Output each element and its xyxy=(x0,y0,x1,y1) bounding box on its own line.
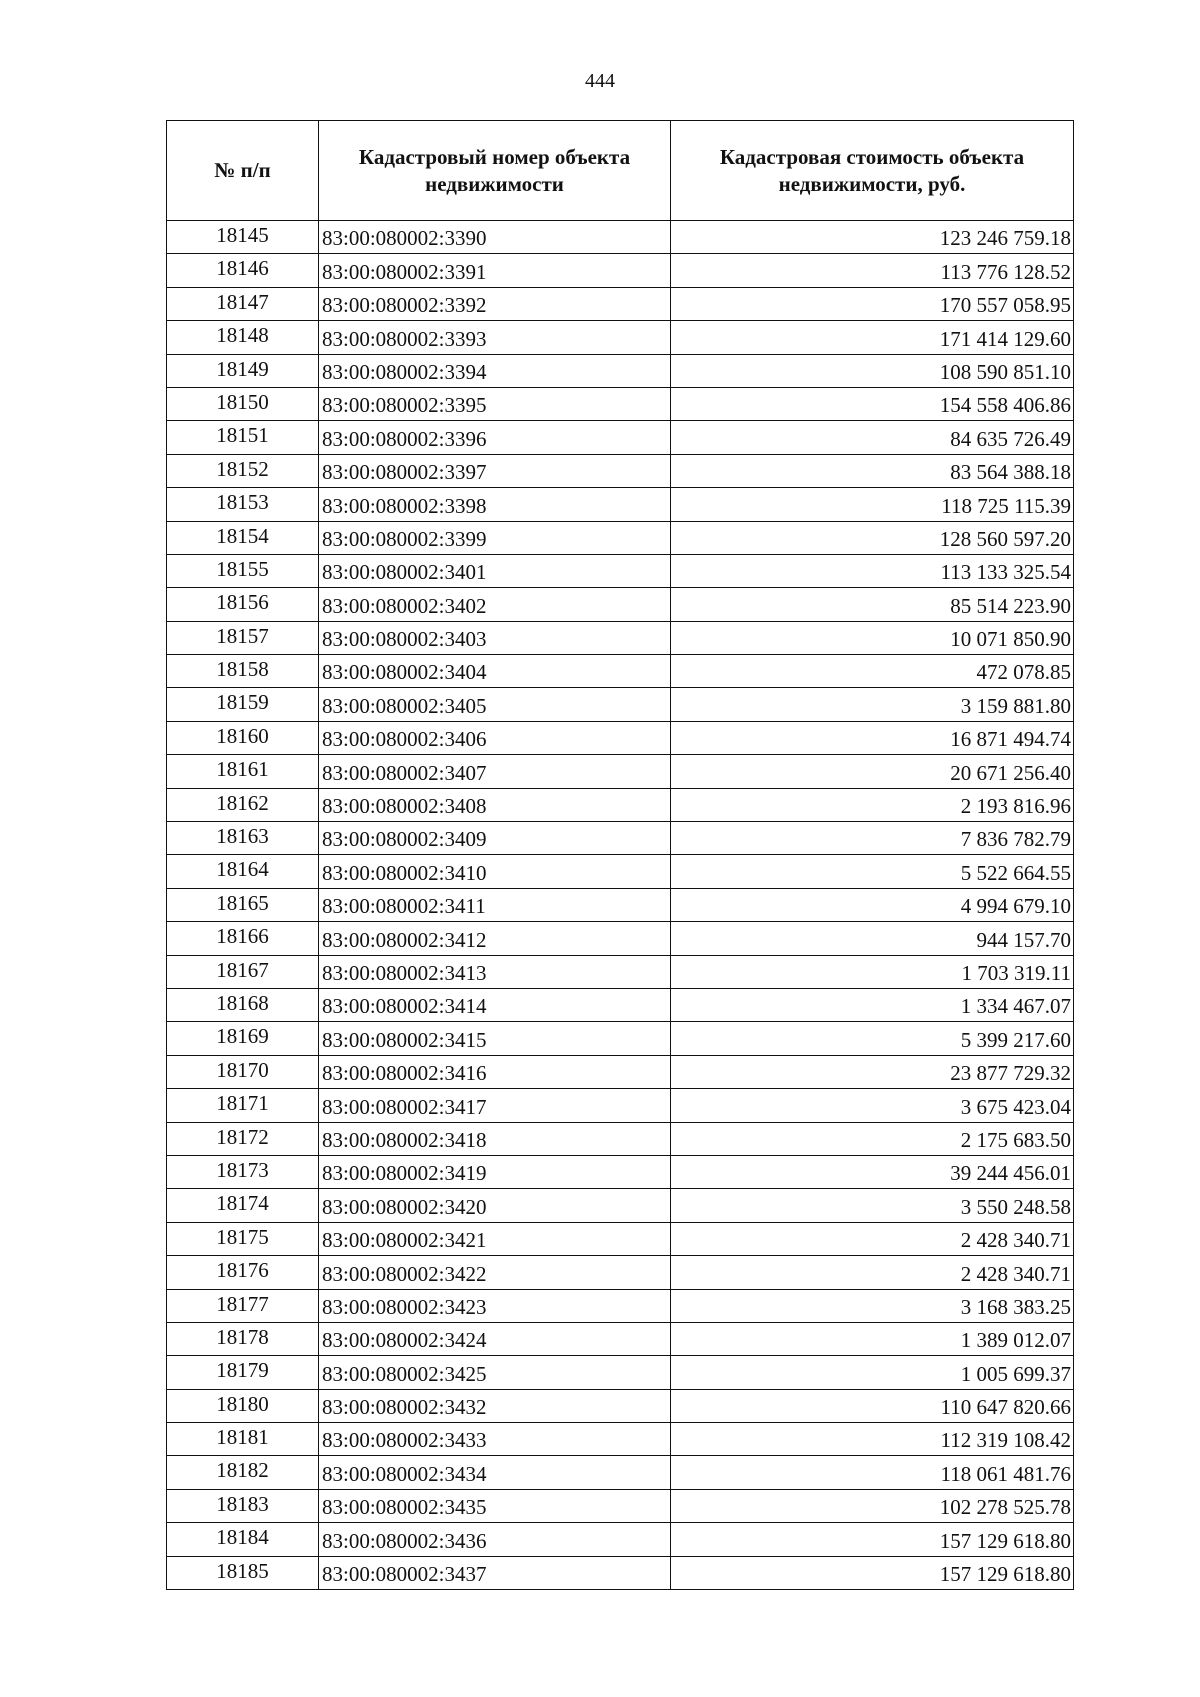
cadastral-number-cell: 83:00:080002:3394 xyxy=(319,354,671,387)
row-number-cell: 18174 xyxy=(167,1189,319,1222)
row-number-cell: 18182 xyxy=(167,1456,319,1489)
cadastral-table xyxy=(166,120,1074,1590)
table-row xyxy=(167,1423,1074,1456)
row-number-cell: 18170 xyxy=(167,1055,319,1088)
header-num: № п/п xyxy=(167,121,319,221)
table-row xyxy=(167,955,1074,988)
cadastral-value-cell: 171 414 129.60 xyxy=(671,321,1074,354)
table-row xyxy=(167,1523,1074,1556)
table-row xyxy=(167,521,1074,554)
table-body xyxy=(167,221,1074,1590)
cadastral-value-cell: 112 319 108.42 xyxy=(671,1423,1074,1456)
cadastral-value-cell: 113 776 128.52 xyxy=(671,254,1074,287)
table-row xyxy=(167,922,1074,955)
cadastral-number-cell: 83:00:080002:3411 xyxy=(319,888,671,921)
cadastral-value-cell: 4 994 679.10 xyxy=(671,888,1074,921)
table-row xyxy=(167,421,1074,454)
row-number-cell: 18185 xyxy=(167,1556,319,1589)
table-header xyxy=(167,121,1074,221)
row-number-cell: 18183 xyxy=(167,1489,319,1522)
cadastral-value-cell: 102 278 525.78 xyxy=(671,1489,1074,1522)
cadastral-number-cell: 83:00:080002:3393 xyxy=(319,321,671,354)
cadastral-value-cell: 23 877 729.32 xyxy=(671,1055,1074,1088)
table-row xyxy=(167,1556,1074,1589)
table-row xyxy=(167,655,1074,688)
cadastral-table-container xyxy=(166,120,1073,1590)
cadastral-number-cell: 83:00:080002:3402 xyxy=(319,588,671,621)
cadastral-number-cell: 83:00:080002:3421 xyxy=(319,1222,671,1255)
table-row xyxy=(167,988,1074,1021)
row-number-cell: 18145 xyxy=(167,221,319,254)
row-number-cell: 18154 xyxy=(167,521,319,554)
cadastral-value-cell: 84 635 726.49 xyxy=(671,421,1074,454)
table-row xyxy=(167,221,1074,254)
cadastral-number-cell: 83:00:080002:3436 xyxy=(319,1523,671,1556)
table-row xyxy=(167,855,1074,888)
cadastral-number-cell: 83:00:080002:3414 xyxy=(319,988,671,1021)
cadastral-number-cell: 83:00:080002:3407 xyxy=(319,755,671,788)
table-row xyxy=(167,354,1074,387)
row-number-cell: 18168 xyxy=(167,988,319,1021)
table-row xyxy=(167,254,1074,287)
table-row xyxy=(167,1456,1074,1489)
cadastral-value-cell: 1 389 012.07 xyxy=(671,1322,1074,1355)
cadastral-value-cell: 157 129 618.80 xyxy=(671,1523,1074,1556)
cadastral-value-cell: 157 129 618.80 xyxy=(671,1556,1074,1589)
cadastral-value-cell: 16 871 494.74 xyxy=(671,721,1074,754)
table-row xyxy=(167,1155,1074,1188)
row-number-cell: 18162 xyxy=(167,788,319,821)
cadastral-value-cell: 1 005 699.37 xyxy=(671,1356,1074,1389)
cadastral-number-cell: 83:00:080002:3410 xyxy=(319,855,671,888)
cadastral-value-cell: 108 590 851.10 xyxy=(671,354,1074,387)
table-row xyxy=(167,788,1074,821)
cadastral-number-cell: 83:00:080002:3432 xyxy=(319,1389,671,1422)
cadastral-number-cell: 83:00:080002:3424 xyxy=(319,1322,671,1355)
cadastral-number-cell: 83:00:080002:3418 xyxy=(319,1122,671,1155)
cadastral-value-cell: 944 157.70 xyxy=(671,922,1074,955)
cadastral-number-cell: 83:00:080002:3435 xyxy=(319,1489,671,1522)
row-number-cell: 18156 xyxy=(167,588,319,621)
cadastral-value-cell: 170 557 058.95 xyxy=(671,287,1074,320)
row-number-cell: 18160 xyxy=(167,721,319,754)
table-row xyxy=(167,554,1074,587)
row-number-cell: 18147 xyxy=(167,287,319,320)
cadastral-value-cell: 39 244 456.01 xyxy=(671,1155,1074,1188)
cadastral-number-cell: 83:00:080002:3417 xyxy=(319,1089,671,1122)
row-number-cell: 18155 xyxy=(167,554,319,587)
cadastral-value-cell: 154 558 406.86 xyxy=(671,387,1074,420)
table-row xyxy=(167,1022,1074,1055)
row-number-cell: 18151 xyxy=(167,421,319,454)
cadastral-value-cell: 3 675 423.04 xyxy=(671,1089,1074,1122)
cadastral-number-cell: 83:00:080002:3419 xyxy=(319,1155,671,1188)
table-row xyxy=(167,1222,1074,1255)
cadastral-number-cell: 83:00:080002:3437 xyxy=(319,1556,671,1589)
cadastral-number-cell: 83:00:080002:3423 xyxy=(319,1289,671,1322)
row-number-cell: 18165 xyxy=(167,888,319,921)
row-number-cell: 18163 xyxy=(167,822,319,855)
cadastral-number-cell: 83:00:080002:3415 xyxy=(319,1022,671,1055)
cadastral-value-cell: 5 399 217.60 xyxy=(671,1022,1074,1055)
row-number-cell: 18176 xyxy=(167,1256,319,1289)
cadastral-number-cell: 83:00:080002:3406 xyxy=(319,721,671,754)
cadastral-value-cell: 123 246 759.18 xyxy=(671,221,1074,254)
cadastral-value-cell: 2 428 340.71 xyxy=(671,1222,1074,1255)
row-number-cell: 18175 xyxy=(167,1222,319,1255)
cadastral-number-cell: 83:00:080002:3397 xyxy=(319,454,671,487)
table-row xyxy=(167,1289,1074,1322)
page-number: 444 xyxy=(585,70,615,92)
table-row xyxy=(167,1256,1074,1289)
row-number-cell: 18150 xyxy=(167,387,319,420)
row-number-cell: 18179 xyxy=(167,1356,319,1389)
row-number-cell: 18148 xyxy=(167,321,319,354)
cadastral-number-cell: 83:00:080002:3403 xyxy=(319,621,671,654)
table-row xyxy=(167,488,1074,521)
row-number-cell: 18153 xyxy=(167,488,319,521)
cadastral-value-cell: 113 133 325.54 xyxy=(671,554,1074,587)
table-row xyxy=(167,1489,1074,1522)
cadastral-number-cell: 83:00:080002:3392 xyxy=(319,287,671,320)
cadastral-number-cell: 83:00:080002:3433 xyxy=(319,1423,671,1456)
cadastral-number-cell: 83:00:080002:3395 xyxy=(319,387,671,420)
table-row xyxy=(167,1389,1074,1422)
row-number-cell: 18180 xyxy=(167,1389,319,1422)
table-row xyxy=(167,321,1074,354)
table-row xyxy=(167,287,1074,320)
cadastral-value-cell: 118 725 115.39 xyxy=(671,488,1074,521)
cadastral-value-cell: 128 560 597.20 xyxy=(671,521,1074,554)
table-row xyxy=(167,387,1074,420)
table-row xyxy=(167,755,1074,788)
cadastral-number-cell: 83:00:080002:3422 xyxy=(319,1256,671,1289)
cadastral-value-cell: 2 428 340.71 xyxy=(671,1256,1074,1289)
table-row xyxy=(167,1122,1074,1155)
header-row xyxy=(167,121,1074,221)
cadastral-number-cell: 83:00:080002:3412 xyxy=(319,922,671,955)
cadastral-value-cell: 20 671 256.40 xyxy=(671,755,1074,788)
table-row xyxy=(167,1322,1074,1355)
row-number-cell: 18159 xyxy=(167,688,319,721)
row-number-cell: 18167 xyxy=(167,955,319,988)
cadastral-number-cell: 83:00:080002:3420 xyxy=(319,1189,671,1222)
cadastral-value-cell: 85 514 223.90 xyxy=(671,588,1074,621)
row-number-cell: 18164 xyxy=(167,855,319,888)
cadastral-number-cell: 83:00:080002:3390 xyxy=(319,221,671,254)
row-number-cell: 18149 xyxy=(167,354,319,387)
header-cadastral-number: Кадастровый номер объекта недвижимости xyxy=(319,121,671,221)
table-row xyxy=(167,1356,1074,1389)
cadastral-number-cell: 83:00:080002:3416 xyxy=(319,1055,671,1088)
cadastral-value-cell: 3 168 383.25 xyxy=(671,1289,1074,1322)
cadastral-value-cell: 1 703 319.11 xyxy=(671,955,1074,988)
cadastral-value-cell: 110 647 820.66 xyxy=(671,1389,1074,1422)
cadastral-value-cell: 7 836 782.79 xyxy=(671,822,1074,855)
row-number-cell: 18181 xyxy=(167,1423,319,1456)
cadastral-value-cell: 3 550 248.58 xyxy=(671,1189,1074,1222)
table-row xyxy=(167,454,1074,487)
cadastral-value-cell: 3 159 881.80 xyxy=(671,688,1074,721)
cadastral-value-cell: 10 071 850.90 xyxy=(671,621,1074,654)
cadastral-number-cell: 83:00:080002:3404 xyxy=(319,655,671,688)
row-number-cell: 18178 xyxy=(167,1322,319,1355)
row-number-cell: 18152 xyxy=(167,454,319,487)
cadastral-value-cell: 5 522 664.55 xyxy=(671,855,1074,888)
table-row xyxy=(167,822,1074,855)
table-row xyxy=(167,1089,1074,1122)
row-number-cell: 18166 xyxy=(167,922,319,955)
cadastral-number-cell: 83:00:080002:3413 xyxy=(319,955,671,988)
cadastral-value-cell: 2 193 816.96 xyxy=(671,788,1074,821)
cadastral-value-cell: 83 564 388.18 xyxy=(671,454,1074,487)
table-row xyxy=(167,1055,1074,1088)
cadastral-number-cell: 83:00:080002:3399 xyxy=(319,521,671,554)
table-row xyxy=(167,621,1074,654)
cadastral-number-cell: 83:00:080002:3405 xyxy=(319,688,671,721)
row-number-cell: 18184 xyxy=(167,1523,319,1556)
table-row xyxy=(167,688,1074,721)
row-number-cell: 18146 xyxy=(167,254,319,287)
cadastral-number-cell: 83:00:080002:3409 xyxy=(319,822,671,855)
row-number-cell: 18169 xyxy=(167,1022,319,1055)
cadastral-number-cell: 83:00:080002:3396 xyxy=(319,421,671,454)
row-number-cell: 18177 xyxy=(167,1289,319,1322)
table-row xyxy=(167,588,1074,621)
table-row xyxy=(167,888,1074,921)
cadastral-number-cell: 83:00:080002:3408 xyxy=(319,788,671,821)
cadastral-number-cell: 83:00:080002:3398 xyxy=(319,488,671,521)
row-number-cell: 18157 xyxy=(167,621,319,654)
cadastral-value-cell: 118 061 481.76 xyxy=(671,1456,1074,1489)
row-number-cell: 18173 xyxy=(167,1155,319,1188)
cadastral-value-cell: 1 334 467.07 xyxy=(671,988,1074,1021)
row-number-cell: 18172 xyxy=(167,1122,319,1155)
cadastral-number-cell: 83:00:080002:3391 xyxy=(319,254,671,287)
cadastral-number-cell: 83:00:080002:3425 xyxy=(319,1356,671,1389)
cadastral-number-cell: 83:00:080002:3401 xyxy=(319,554,671,587)
row-number-cell: 18161 xyxy=(167,755,319,788)
cadastral-value-cell: 2 175 683.50 xyxy=(671,1122,1074,1155)
cadastral-number-cell: 83:00:080002:3434 xyxy=(319,1456,671,1489)
row-number-cell: 18171 xyxy=(167,1089,319,1122)
table-row xyxy=(167,721,1074,754)
row-number-cell: 18158 xyxy=(167,655,319,688)
cadastral-value-cell: 472 078.85 xyxy=(671,655,1074,688)
table-row xyxy=(167,1189,1074,1222)
header-cadastral-value: Кадастровая стоимость объекта недвижимости, руб. xyxy=(671,121,1074,221)
